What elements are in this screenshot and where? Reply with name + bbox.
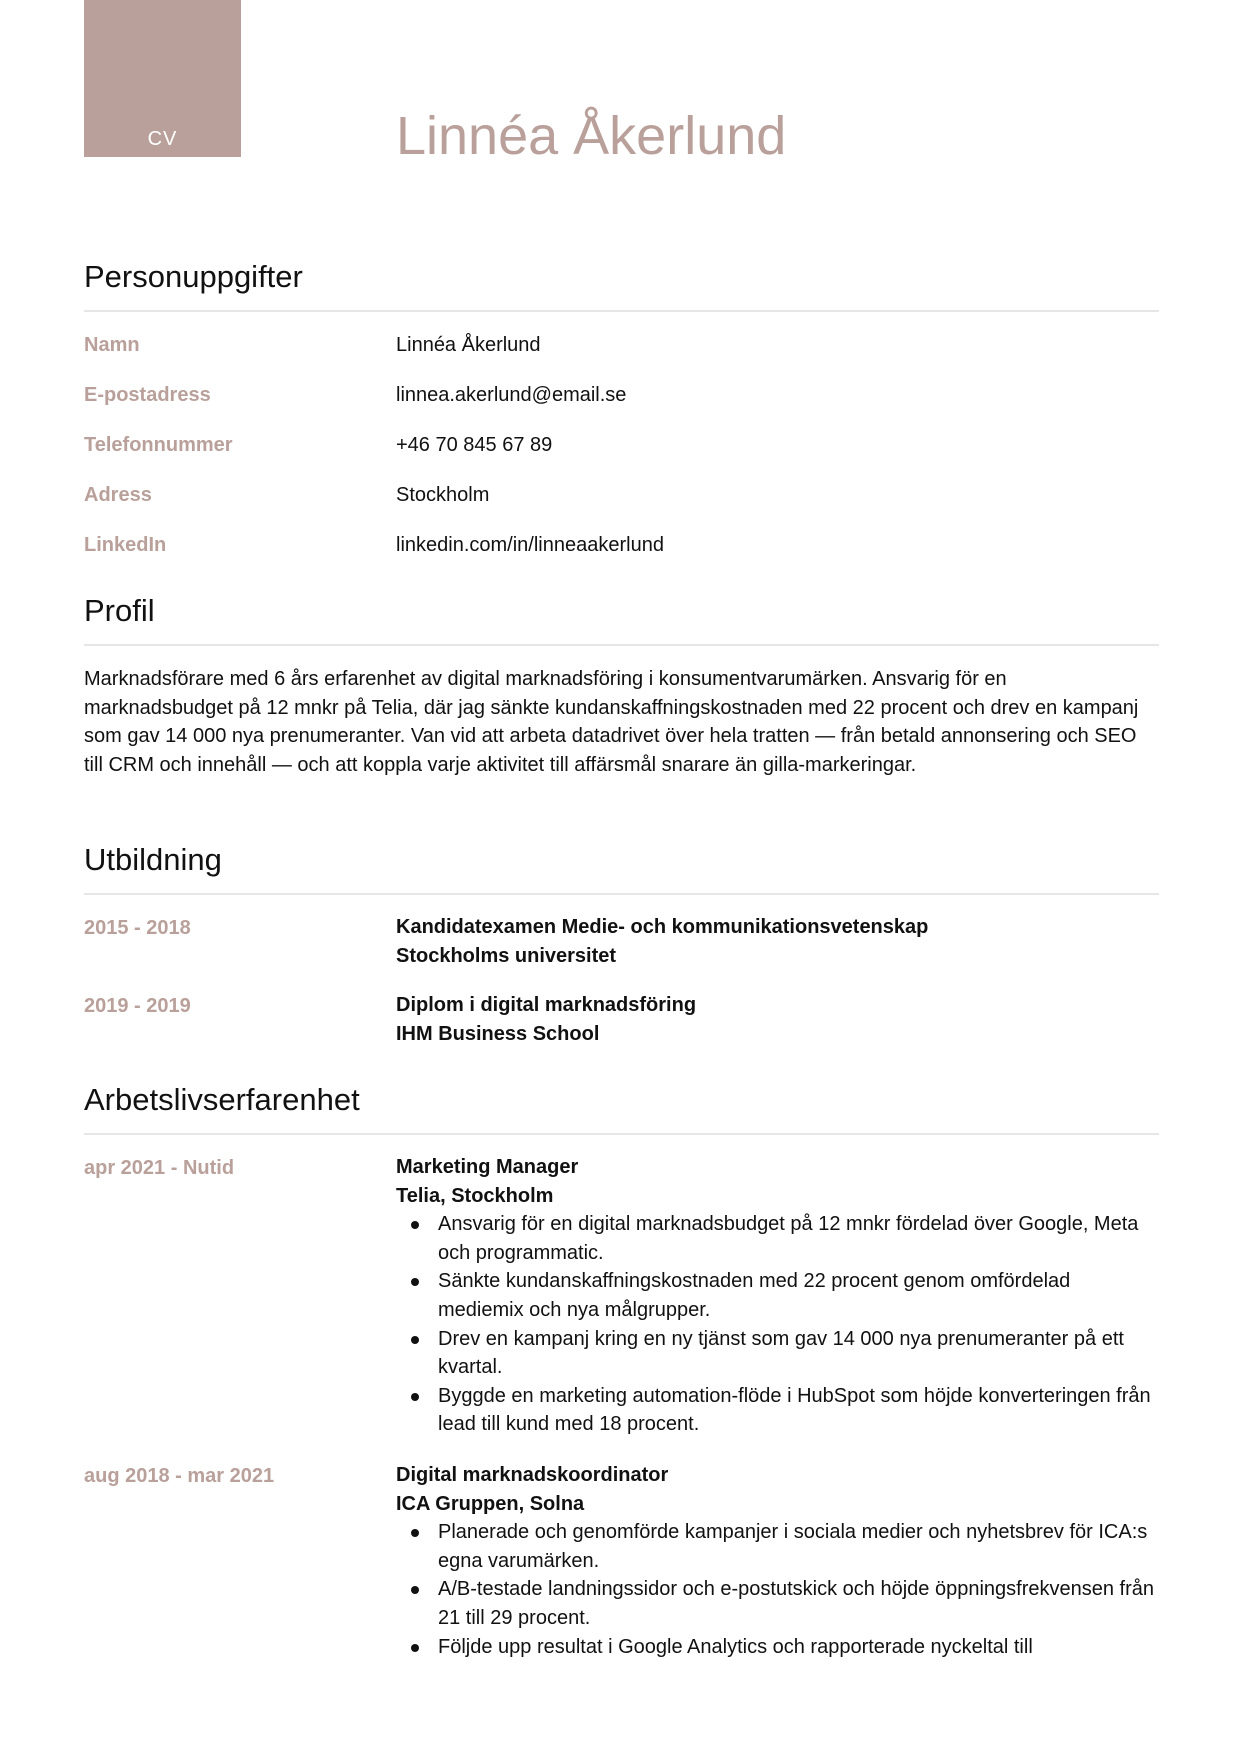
candidate-name-title: Linnéa Åkerlund: [396, 106, 787, 166]
education-entry: [396, 991, 1159, 1048]
education-entry: [396, 913, 1159, 970]
job-bullets: [396, 1210, 1159, 1439]
job-bullets: [396, 1518, 1159, 1661]
field-label: LinkedIn: [84, 534, 167, 556]
school-name: IHM Business School: [396, 1022, 600, 1045]
cv-badge: [84, 0, 241, 157]
job-company: ICA Gruppen, Solna: [396, 1492, 585, 1515]
degree-title: Kandidatexamen Medie- och kommunikationsvetenskap: [396, 916, 929, 938]
section-heading-experience: Arbetslivserfarenhet: [84, 1082, 360, 1117]
job-dates: apr 2021 - Nutid: [84, 1157, 235, 1179]
profile-text: Marknadsförare med 6 års erfarenhet av digital marknadsföring i konsumentvarumärken. Ansvarig för en marknadsbudget på 12 mnkr på Telia, där jag sänkte kundanskaffningskostnaden med 22 procent och drev en kampanj som gav 14 000 nya prenumeranter. Van vid att arbeta datadrivet över hela tratten — från betald annonsering och SEO till CRM och innehåll — och att koppla varje aktivitet till affärsmål snarare än gilla-markeringar.: [84, 668, 1139, 776]
section-heading-profile: Profil: [84, 593, 155, 628]
job-title: Digital marknadskoordinator: [396, 1464, 669, 1486]
bullet-item: Planerade och genomförde kampanjer i sociala medier och nyhetsbrev för ICA:s egna varumärken.: [438, 1518, 1159, 1575]
job-company: Telia, Stockholm: [396, 1184, 554, 1207]
section-personal: [84, 258, 1159, 295]
degree-title: Diplom i digital marknadsföring: [396, 994, 697, 1016]
job-entry: [396, 1153, 1159, 1439]
cv-label: CV: [147, 128, 178, 150]
education-dates: 2019 - 2019: [84, 995, 191, 1017]
bullet-item: Byggde en marketing automation-flöde i HubSpot som höjde konverteringen från lead till kund med 18 procent.: [438, 1382, 1159, 1439]
divider: [84, 1133, 1159, 1135]
section-education: [84, 841, 1159, 878]
bullet-item: Drev en kampanj kring en ny tjänst som gav 14 000 nya prenumeranter på ett kvartal.: [438, 1325, 1159, 1382]
field-label: E-postadress: [84, 384, 211, 406]
bullet-item: Sänkte kundanskaffningskostnaden med 22 procent genom omfördelad mediemix och nya målgrupper.: [438, 1267, 1159, 1324]
section-profile: [84, 592, 1159, 629]
field-label: Telefonnummer: [84, 434, 233, 456]
field-value: linkedin.com/in/linneaakerlund: [396, 534, 664, 556]
education-dates: 2015 - 2018: [84, 917, 191, 939]
bullet-item: Följde upp resultat i Google Analytics och rapporterade nyckeltal till: [438, 1633, 1159, 1662]
field-value: Stockholm: [396, 484, 490, 506]
bullet-item: A/B-testade landningssidor och e-postutskick och höjde öppningsfrekvensen från 21 till 29 procent.: [438, 1575, 1159, 1632]
field-value: +46 70 845 67 89: [396, 434, 553, 456]
field-label: Adress: [84, 484, 152, 506]
bullet-item: Ansvarig för en digital marknadsbudget på 12 mnkr fördelad över Google, Meta och programmatic.: [438, 1210, 1159, 1267]
section-heading-education: Utbildning: [84, 842, 222, 877]
divider: [84, 644, 1159, 646]
job-title: Marketing Manager: [396, 1156, 579, 1178]
section-experience: [84, 1081, 1159, 1118]
job-entry: [396, 1461, 1159, 1661]
section-heading-personal: Personuppgifter: [84, 259, 303, 294]
field-value: linnea.akerlund@email.se: [396, 384, 627, 406]
divider: [84, 893, 1159, 895]
school-name: Stockholms universitet: [396, 944, 617, 967]
job-dates: aug 2018 - mar 2021: [84, 1465, 275, 1487]
field-label: Namn: [84, 334, 140, 356]
field-value: Linnéa Åkerlund: [396, 334, 541, 356]
divider: [84, 310, 1159, 312]
